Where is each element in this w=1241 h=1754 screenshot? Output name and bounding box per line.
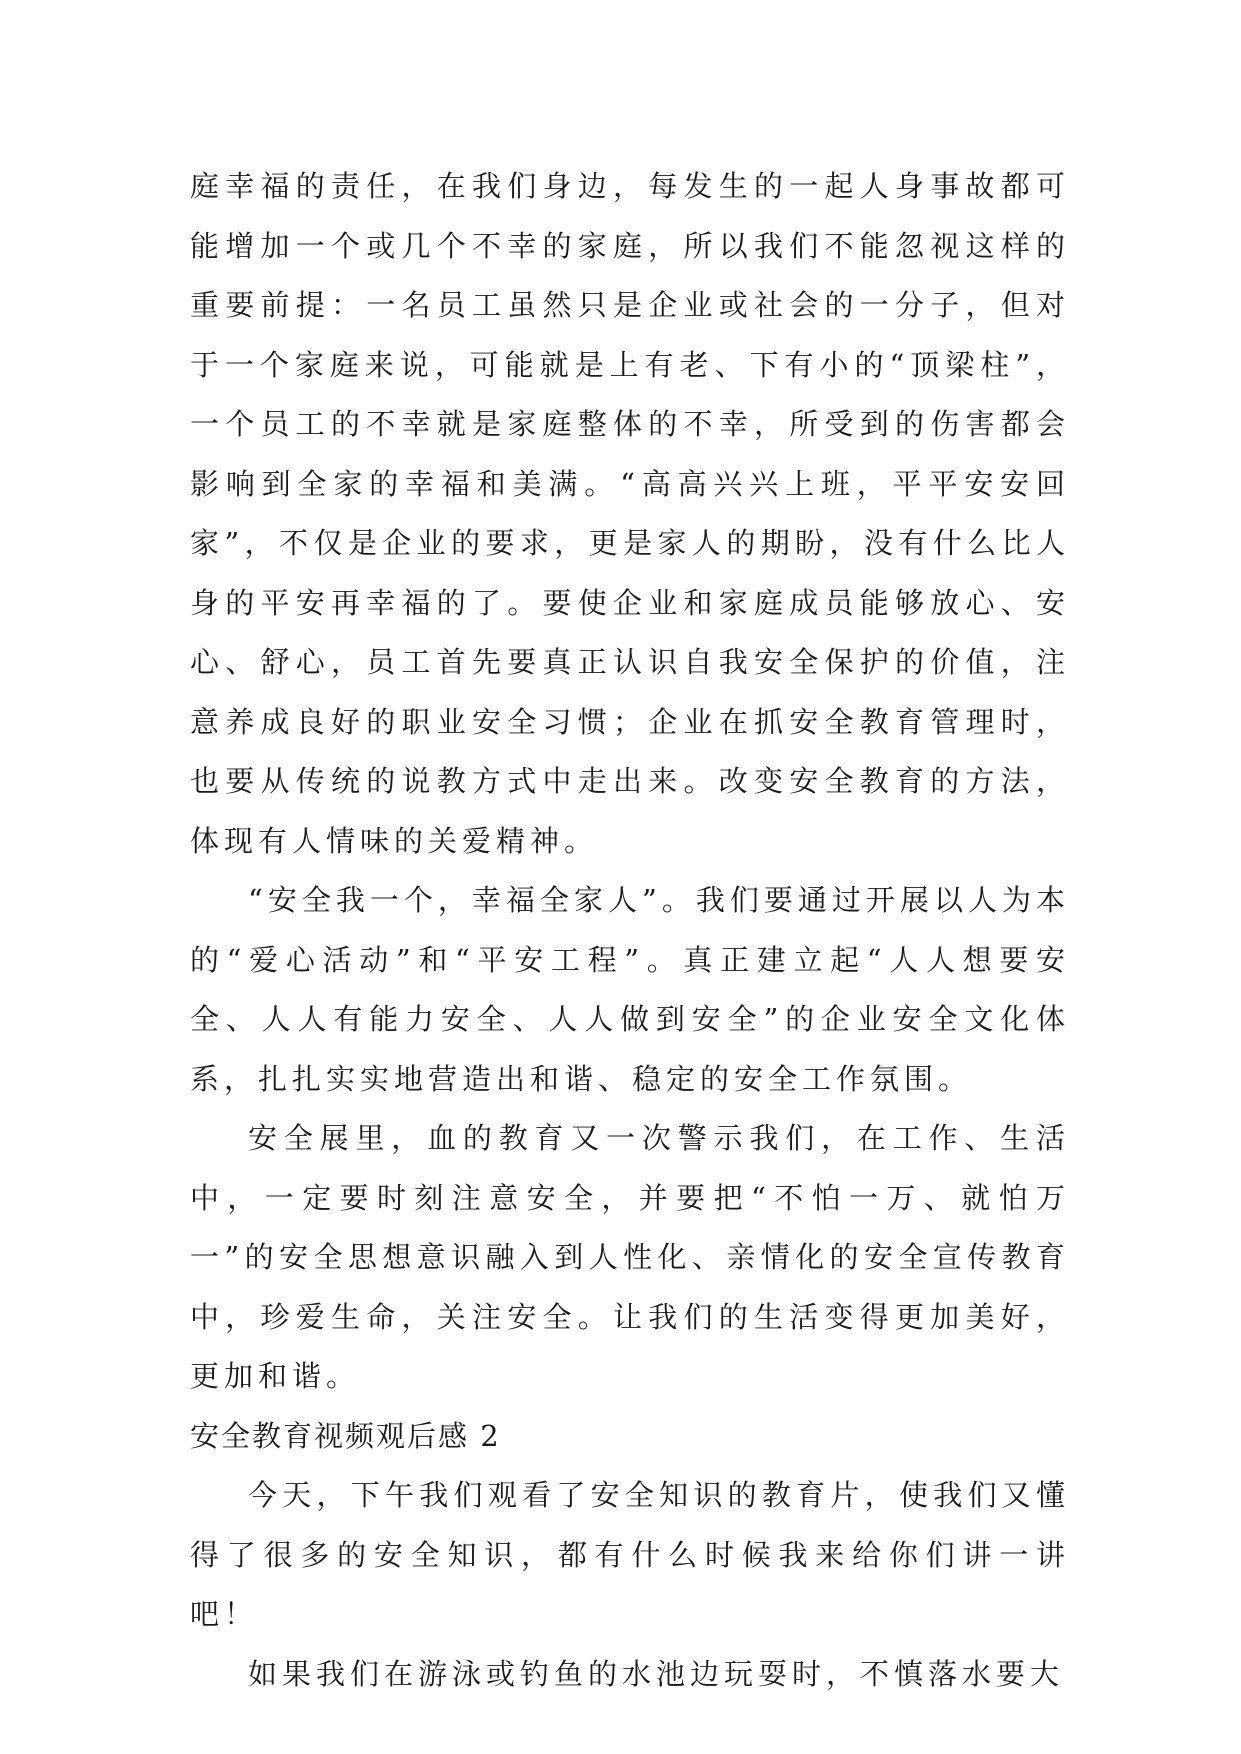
paragraph-swimming-safety: 如果我们在游泳或钓鱼的水池边玩耍时，不慎落水要大 xyxy=(248,1656,1065,1691)
paragraph-safety-exhibition: 安全展里，血的教育又一次警示我们，在工作、生活中，一定要时刻注意安全，并要把“不怕一万、就怕万一”的安全思想意识融入到人性化、亲情化的安全宣传教育中，珍爱生命，关注安全。让我们的生活变得更加美好，更加和谐。 xyxy=(190,1121,1070,1393)
section-heading: 安全教育视频观后感 2 xyxy=(190,1418,501,1453)
paragraph-safety-slogan: “安全我一个，幸福全家人”。我们要通过开展以人为本的“爱心活动”和“平安工程”。真正建立起“人人想要安全、人人有能力安全、人人做到安全”的企业安全文化体系，扎扎实实地营造出和谐、稳定的安全工作氛围。 xyxy=(190,883,1070,1096)
document-body xyxy=(190,157,1070,1704)
paragraph-family-responsibility: 庭幸福的责任，在我们身边，每发生的一起人身事故都可能增加一个或几个不幸的家庭，所以我们不能忽视这样的重要前提：一名员工虽然只是企业或社会的一分子，但对于一个家庭来说，可能就是上有老、下有小的“顶梁柱”，一个员工的不幸就是家庭整体的不幸，所受到的伤害都会影响到全家的幸福和美满。“高高兴兴上班，平平安安回家”，不仅是企业的要求，更是家人的期盼，没有什么比人身的平安再幸福的了。要使企业和家庭成员能够放心、安心、舒心，员工首先要真正认识自我安全保护的价值，注意养成良好的职业安全习惯；企业在抓安全教育管理时，也要从传统的说教方式中走出来。改变安全教育的方法，体现有人情味的关爱精神。 xyxy=(190,169,1070,858)
paragraph-today-video: 今天，下午我们观看了安全知识的教育片，使我们又懂得了很多的安全知识，都有什么时候我来给你们讲一讲吧！ xyxy=(190,1478,1070,1631)
